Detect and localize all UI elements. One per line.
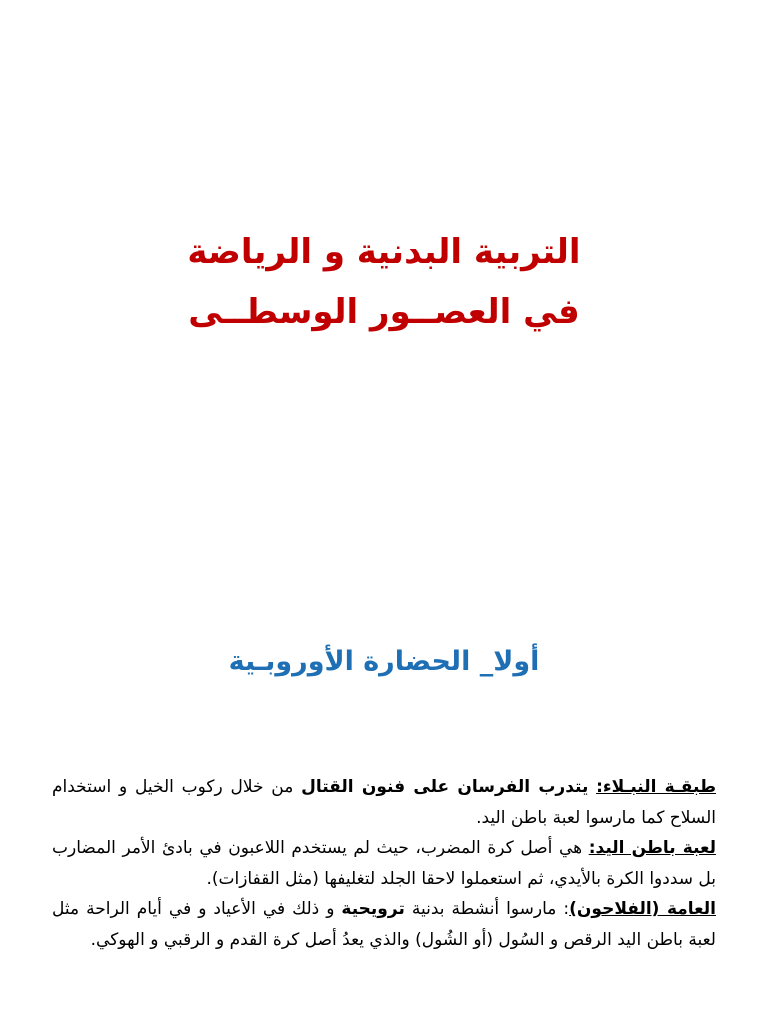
paragraph-palm-game [52,833,716,894]
page-title [0,222,768,342]
paragraph-term: العامة (الفلاحون) [569,899,716,919]
title-line-2: في العصــور الوسطــى [188,292,580,332]
paragraph-bold-text: ترويحية [341,899,405,919]
paragraph-term: لعبة باطن اليد: [588,838,716,858]
section-heading: أولا_ الحضارة الأوروبـية [228,646,540,677]
title-line-1: التربية البدنية و الرياضة [187,232,581,272]
body-text [52,772,716,955]
paragraph-nobility [52,772,716,833]
paragraph-text: هي أصل كرة المضرب، حيث لم يستخدم اللاعبون في بادئ الأمر المضارب بل سددوا الكرة بالأيدي، ثم استعملوا لاحقا الجلد لتغليفها (مثل القفازات). [52,838,716,889]
paragraph-commoners [52,894,716,955]
paragraph-bold-text: يتدرب الفرسان على فنون القتال [301,777,589,797]
paragraph-term: طبقـة النبـلاء: [596,777,716,797]
paragraph-text-after: و ذلك في الأعياد و في أيام الراحة مثل لعبة باطن اليد الرقص و السُول (أو الشُول) والذي يعدُ أصل كرة القدم و الرقبي و الهوكي. [52,899,716,950]
paragraph-text-before: : مارسوا أنشطة بدنية [411,899,570,919]
paragraph-text: من خلال ركوب الخيل و استخدام السلاح كما مارسوا لعبة باطن اليد. [52,777,716,828]
